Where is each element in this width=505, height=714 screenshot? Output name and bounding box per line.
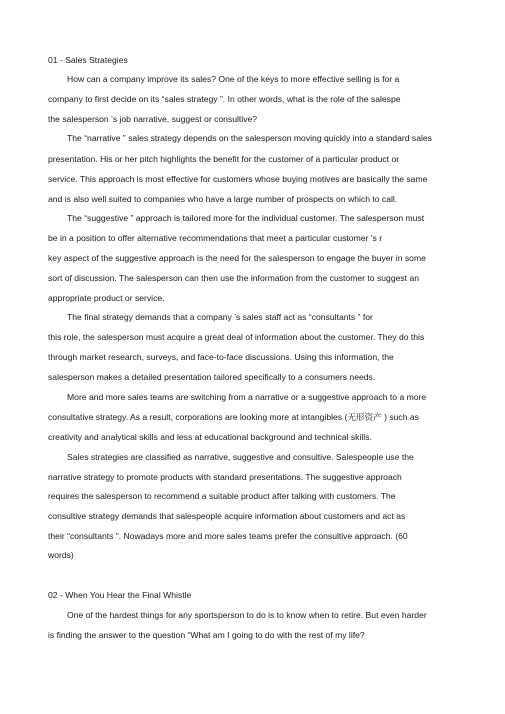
- text-line: their “consultants ”. Nowadays more and more sales teams prefer the consultive approach. (60: [48, 531, 408, 541]
- text-line: creativity and analytical skills and less at educational background and technical skills.: [48, 432, 372, 442]
- text-line: More and more sales teams are switching from a narrative or a suggestive approach to a more: [67, 392, 427, 402]
- text-line: requires the salesperson to recommend a suitable product after talking with customers. The: [48, 491, 396, 501]
- text-line: is finding the answer to the question “What am I going to do with the rest of my life?: [48, 630, 365, 640]
- text-line: The final strategy demands that a company ’s sales staff act as “consultants ” for: [67, 312, 373, 322]
- text-line: words): [48, 550, 74, 560]
- text-line: company to first decide on its “sales strategy ”. In other words, what is the role of the salespe: [48, 94, 401, 104]
- text-line: this role, the salesperson must acquire a great deal of information about the customer. They do this: [48, 332, 425, 342]
- text-line: and is also well suited to companies who have a large number of prospects on which to call.: [48, 194, 398, 204]
- text-line: presentation. His or her pitch highlights the benefit for the customer of a particular product or: [48, 154, 400, 164]
- text-line: Sales strategies are classified as narrative, suggestive and consultive. Salespeople use the: [67, 452, 414, 462]
- text-line: One of the hardest things for any sportsperson to do is to know when to retire. But even harder: [67, 610, 427, 620]
- text-line: How can a company improve its sales? One of the keys to more effective selling is for a: [67, 74, 400, 84]
- text-line: key aspect of the suggestive approach is the need for the salesperson to engage the buyer in some: [48, 253, 426, 263]
- text-line: salesperson makes a detailed presentation tailored specifically to a consumers needs.: [48, 372, 376, 382]
- text-line: The “suggestive ” approach is tailored more for the individual customer. The salesperson must: [67, 213, 425, 223]
- text-line: the salesperson ’s job narrative, suggest or consultive?: [48, 114, 258, 124]
- text-line: consultative strategy. As a result, corporations are looking more at intangibles (无形资产 ) such as: [48, 412, 419, 422]
- text-line: appropriate product or service.: [48, 293, 165, 303]
- text-line: consultive strategy demands that salespeople acquire information about customers and act as: [48, 511, 406, 521]
- section-heading: 02 - When You Hear the Final Whistle: [48, 590, 192, 600]
- text-line: narrative strategy to promote products with standard presentations. The suggestive approach: [48, 472, 402, 482]
- text-line: service. This approach is most effective for customers whose buying motives are basically the same: [48, 174, 428, 184]
- section-heading: 01 - Sales Strategies: [48, 55, 128, 65]
- text-line: sort of discussion. The salesperson can then use the information from the customer to suggest an: [48, 273, 420, 283]
- text-line: through market research, surveys, and face-to-face discussions. Using this information, the: [48, 352, 394, 362]
- text-line: The “narrative ” sales strategy depends on the salesperson moving quickly into a standard sales: [67, 133, 432, 143]
- text-line: be in a position to offer alternative recommendations that meet a particular customer ’s r: [48, 233, 383, 243]
